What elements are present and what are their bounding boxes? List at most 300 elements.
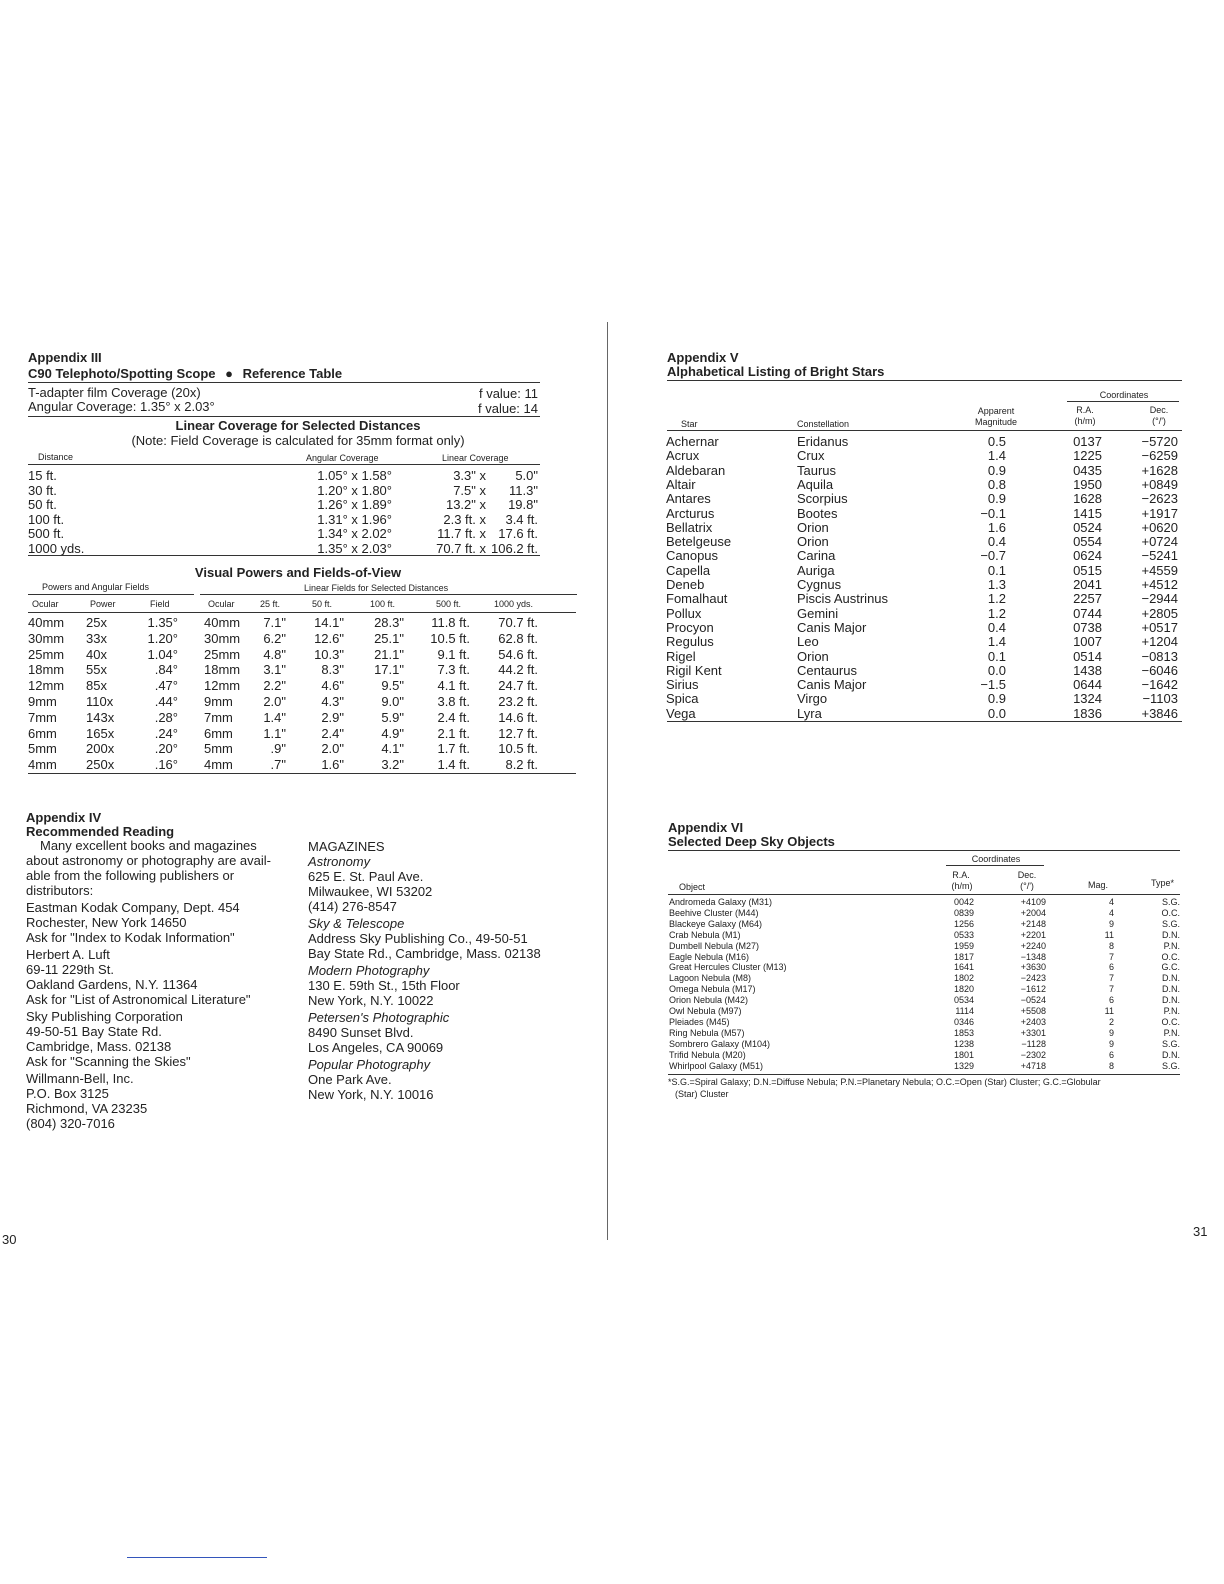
linear-cell: 11.7 ft. x [437,526,486,541]
visual-cell: 5mm [28,741,57,757]
star-cell: 0.9 [987,491,1006,507]
link-underline [127,1557,267,1558]
star-cell: 0554 [1073,534,1102,550]
deep-header-dec1: Dec. [1017,870,1037,880]
star-cell: 0744 [1073,605,1102,621]
coverage-line: T-adapter film Coverage (20x) [28,385,201,400]
deep-cell: 2 [1108,1016,1114,1027]
deep-cell: Pleiades (M45) [669,1016,730,1027]
deep-cell: D.N. [1162,984,1180,995]
star-cell: Canopus [666,548,719,564]
linear-cell: 17.6 ft. [498,526,538,541]
star-cell: Cygnus [797,577,842,592]
visual-cell: 28.3" [374,615,404,630]
divider [28,594,194,595]
star-cell: +0724 [1141,534,1178,550]
visual-cell: 5mm [204,741,233,757]
divider [668,850,1180,851]
deep-coordinates-label: Coordinates [971,854,1021,864]
visual-cell: 1.7 ft. [437,741,470,757]
visual-cell: 40mm [28,615,65,630]
star-cell: 0137 [1073,434,1102,449]
star-cell: 1628 [1073,491,1102,507]
star-cell: Altair [666,476,696,492]
visual-cell: 8.3" [321,662,344,678]
visual-cell: 3.1" [263,662,286,678]
deep-cell: 1641 [953,962,974,973]
visual-cell: 25mm [204,646,241,662]
coverage-fvalue: f value: 11 [478,386,538,401]
visual-cell: 24.7 ft. [498,678,538,694]
deep-cell: 1853 [953,1027,974,1038]
deep-cell: −0524 [1020,995,1046,1006]
star-cell: 0.8 [987,476,1006,492]
visual-cell: 40x [86,646,107,662]
deep-cell: 1959 [953,940,974,951]
divider [28,773,576,774]
visual-cell: 4.1 ft. [437,678,470,694]
star-cell: Virgo [797,691,828,707]
visual-cell: 14.1" [314,615,344,630]
star-cell: Gemini [797,605,839,621]
deep-footnote-line1: *S.G.=Spiral Galaxy; D.N.=Diffuse Nebula; P.N.=Planetary Nebula; O.C.=Open (Star) Cluster; G.C.=Globular [668,1077,1101,1087]
deep-cell: 1256 [953,918,974,929]
linear-header-angular: Angular Coverage [306,453,379,463]
page-number-left: 30 [2,1232,17,1247]
appendix3-title-part1: C90 Telephoto/Spotting Scope [28,366,216,381]
star-cell: Regulus [666,634,714,650]
linear-header-distance: Distance [38,452,74,462]
star-cell: 0514 [1073,648,1102,664]
magazine-line: New York, N.Y. 10022 [308,993,434,1008]
star-cell: 0.9 [987,462,1006,478]
star-cell: Crux [797,448,825,464]
deep-cell: 7 [1108,973,1114,984]
star-cell: Pollux [666,605,702,621]
visual-cell: 7.1" [263,615,286,630]
deep-cell: 0533 [953,929,974,940]
star-cell: −2623 [1141,491,1178,507]
star-cell: Eridanus [797,434,849,449]
publisher-line: Ask for "Scanning the Skies" [26,1054,191,1069]
star-cell: Leo [797,634,819,650]
page-gutter [607,322,608,1240]
visual-cell: 2.0" [321,741,344,757]
visual-cell: 21.1" [374,646,404,662]
visual-cell: 165x [86,725,115,741]
star-cell: +2805 [1141,605,1178,621]
star-cell: 0515 [1073,562,1102,578]
visual-cell: 9mm [28,694,57,709]
deep-cell: +2240 [1020,940,1046,951]
star-cell: +1204 [1141,634,1178,650]
star-cell: Scorpius [797,491,848,507]
deep-cell: 9 [1108,918,1114,929]
divider [946,865,1044,866]
star-cell: Orion [797,534,829,550]
visual-cell: 2.4" [321,725,344,741]
visual-cell: 4mm [28,757,57,773]
deep-cell: Crab Nebula (M1) [669,929,741,940]
appendix4-title: Recommended Reading [26,824,175,839]
deep-cell: 11 [1104,929,1114,940]
star-cell: Bootes [797,505,838,521]
star-cell: Canis Major [797,677,867,693]
linear-cell: 5.0" [515,468,538,483]
star-cell: 1007 [1073,634,1102,650]
visual-header-cell: 50 ft. [312,599,333,609]
star-cell: Capella [666,562,711,578]
star-cell: 1415 [1073,505,1102,521]
star-cell: −1.5 [980,677,1006,693]
publisher-line: Richmond, VA 23235 [26,1101,148,1116]
magazine-line: One Park Ave. [308,1072,392,1087]
visual-heading: Visual Powers and Fields-of-View [194,565,402,580]
magazine-line: Address Sky Publishing Co., 49-50-51 [308,931,528,946]
star-cell: Arcturus [666,505,715,521]
publisher-line: Ask for "List of Astronomical Literature" [26,992,251,1007]
visual-cell: 250x [86,757,115,773]
powers-group-label: Powers and Angular Fields [42,582,150,592]
deep-cell: 1238 [953,1038,974,1049]
magazine-name: Sky & Telescope [308,916,405,931]
linear-cell: 1.26° x 1.89° [317,497,392,512]
bullet-icon: ● [225,366,234,381]
stars-coordinates-label: Coordinates [1099,390,1149,400]
stars-header-dec1: Dec. [1149,405,1169,415]
visual-cell: .9" [270,741,286,757]
deep-cell: 6 [1108,1049,1114,1060]
visual-cell: 1.4" [263,709,286,725]
visual-cell: 30mm [204,630,241,646]
star-cell: −0.1 [980,505,1006,521]
magazine-line: Los Angeles, CA 90069 [308,1040,444,1055]
visual-header-cell: 100 ft. [370,599,396,609]
linear-cell: 2.3 ft. x [443,511,486,527]
deep-cell: O.C. [1161,907,1180,918]
visual-cell: 5.9" [381,709,404,725]
deep-cell: 1802 [953,973,974,984]
star-cell: Spica [666,691,699,707]
magazine-line: (414) 276-8547 [308,899,397,914]
linear-header-linear: Linear Coverage [442,453,509,463]
divider [28,464,540,465]
stars-header-ra1: R.A. [1076,405,1094,415]
angular-line: Angular Coverage: 1.35° x 2.03° [28,399,215,414]
deep-cell: D.N. [1162,929,1180,940]
appendix6-title: Selected Deep Sky Objects [668,834,835,849]
visual-cell: 2.2" [263,678,286,694]
visual-cell: 7mm [204,709,233,725]
publisher-line: Herbert A. Luft [26,947,110,962]
publisher-line: 49-50-51 Bay State Rd. [26,1024,162,1039]
publisher-line: Eastman Kodak Company, Dept. 454 [26,900,240,915]
deep-cell: −2302 [1020,1049,1046,1060]
stars-header-ra2: (h/m) [1074,416,1096,426]
magazine-name: Astronomy [308,854,371,869]
star-cell: 0.0 [987,662,1006,678]
divider [28,382,540,383]
linear-cell: 100 ft. [28,511,65,527]
divider [668,894,1180,895]
appendix3-label: Appendix III [28,350,102,365]
deep-cell: +4109 [1020,897,1046,907]
publisher-line: Oakland Gardens, N.Y. 11364 [26,977,198,992]
magazine-name: Petersen's Photographic [308,1010,450,1025]
deep-cell: Great Hercules Cluster (M13) [669,962,787,973]
deep-cell: Lagoon Nebula (M8) [669,973,752,984]
publisher-line: Ask for "Index to Kodak Information" [26,930,235,945]
deep-cell: Orion Nebula (M42) [669,995,749,1006]
star-cell: Centaurus [797,662,857,678]
deep-cell: Andromeda Galaxy (M31) [669,897,773,907]
star-cell: −5720 [1141,434,1178,449]
linear-cell: 11.3" [509,482,538,498]
star-cell: 0624 [1073,548,1102,564]
visual-cell: 18mm [204,662,241,678]
star-cell: −6046 [1141,662,1178,678]
deep-header-dec2: (°/') [1020,881,1034,891]
deep-cell: −2423 [1020,973,1046,984]
star-cell: 1.2 [987,605,1006,621]
visual-cell: 4.6" [321,678,344,694]
star-cell: Aquila [797,476,834,492]
deep-cell: +3630 [1020,962,1046,973]
deep-cell: +2148 [1020,918,1046,929]
reading-intro-line: able from the following publishers or [26,868,235,883]
linear-cell: 3.4 ft. [505,511,538,527]
star-cell: 1950 [1073,476,1102,492]
visual-header-cell: Power [90,599,116,609]
star-cell: 0524 [1073,519,1102,535]
star-cell: −5241 [1141,548,1178,564]
visual-cell: 1.4 ft. [437,757,470,773]
visual-cell: 44.2 ft. [498,662,538,678]
stars-header-mag1: Apparent [977,406,1015,416]
star-cell: Orion [797,648,829,664]
visual-cell: 10.5 ft. [498,741,538,757]
visual-cell: 4.9" [381,725,404,741]
visual-cell: 12.6" [314,630,344,646]
deep-cell: 4 [1108,897,1114,907]
star-cell: −2944 [1141,591,1178,607]
publisher-line: P.O. Box 3125 [26,1086,109,1101]
visual-header-cell: 1000 yds. [494,599,534,609]
magazine-line: Bay State Rd., Cambridge, Mass. 02138 [308,946,541,961]
deep-cell: D.N. [1162,1049,1180,1060]
visual-cell: .20° [154,741,178,757]
star-cell: 2257 [1073,591,1102,607]
reading-intro-line: Many excellent books and magazines [40,838,257,853]
star-cell: Fomalhaut [666,591,728,607]
star-cell: Sirius [666,677,699,693]
appendix5-label: Appendix V [667,350,739,365]
visual-cell: 1.04° [147,646,178,662]
star-cell: +1628 [1141,462,1178,478]
linear-cell: 1000 yds. [28,540,85,556]
linear-cell: 1.35° x 2.03° [317,540,392,556]
visual-cell: 55x [86,662,107,678]
appendix3-title-part2: Reference Table [242,366,343,381]
star-cell: −1642 [1141,677,1178,693]
visual-cell: 2.9" [321,709,344,725]
star-cell: 0.4 [987,619,1006,635]
visual-cell: 40mm [204,615,241,630]
deep-cell: +2004 [1020,907,1046,918]
deep-cell: Dumbell Nebula (M27) [669,940,760,951]
linear-cell: 13.2" x [445,497,486,512]
linear-heading: Linear Coverage for Selected Distances [175,418,421,433]
deep-cell: +5508 [1020,1006,1046,1016]
star-cell: 1.6 [987,519,1006,535]
star-cell: −6259 [1141,448,1178,464]
divider [667,721,1182,722]
deep-cell: 1114 [955,1006,974,1016]
magazine-name: Modern Photography [308,963,430,978]
star-cell: Procyon [666,619,714,635]
star-cell: Achernar [666,434,719,449]
deep-cell: P.N. [1163,1006,1180,1016]
deep-cell: +2201 [1020,929,1046,940]
star-cell: 1.2 [987,591,1006,607]
visual-cell: 30mm [28,630,65,646]
deep-cell: Omega Nebula (M17) [669,984,756,995]
deep-cell: −1612 [1020,984,1046,995]
magazine-line: 625 E. St. Paul Ave. [308,869,424,884]
star-cell: +0620 [1141,519,1178,535]
stars-header-mag2: Magnitude [974,417,1018,427]
reading-intro-line: distributors: [26,883,94,898]
divider [667,380,1182,381]
visual-cell: 10.3" [314,646,344,662]
visual-cell: 200x [86,741,115,757]
appendix6-label: Appendix VI [668,820,744,835]
visual-cell: 4mm [204,757,233,773]
deep-cell: S.G. [1161,1060,1180,1071]
linear-cell: 15 ft. [28,468,57,483]
reading-magazines [308,839,541,1102]
star-cell: 0.9 [987,691,1006,707]
star-cell: −0.7 [980,548,1006,564]
star-cell: Auriga [797,562,835,578]
visual-cell: 4.1" [381,741,404,757]
star-cell: Rigel [666,648,696,664]
deep-cell: 11 [1104,1006,1114,1016]
deep-cell: +3301 [1020,1027,1046,1038]
visual-cell: 18mm [28,662,65,678]
star-cell: 1324 [1073,691,1102,707]
visual-header-cell: Ocular [208,599,235,609]
visual-cell: 3.2" [381,757,404,773]
visual-cell: 9.1 ft. [437,646,470,662]
deep-header-ra1: R.A. [952,870,970,880]
divider [200,594,577,595]
deep-cell: Ring Nebula (M57) [669,1027,745,1038]
visual-cell: .28° [154,709,178,725]
star-cell: −0813 [1141,648,1178,664]
visual-header-cell: 25 ft. [260,599,281,609]
visual-cell: 1.20° [147,630,178,646]
star-cell: +1917 [1141,505,1178,521]
visual-cell: 85x [86,678,107,694]
deep-cell: 8 [1108,1060,1114,1071]
star-cell: 1.4 [987,448,1006,464]
linear-fields-group-label: Linear Fields for Selected Distances [304,583,449,593]
star-cell: Taurus [797,462,837,478]
star-cell: 1836 [1073,705,1102,721]
visual-cell: 25x [86,615,107,630]
visual-cell: 2.0" [263,694,286,709]
stars-header-star: Star [681,419,698,429]
deep-cell: S.G. [1161,897,1180,907]
visual-cell: 9.5" [381,678,404,694]
visual-cell: 70.7 ft. [498,615,538,630]
star-cell: 1225 [1073,448,1102,464]
deep-cell: Eagle Nebula (M16) [669,951,750,962]
star-cell: Bellatrix [666,519,713,535]
visual-cell: 9mm [204,694,233,709]
visual-cell: .16° [154,757,178,773]
linear-note: (Note: Field Coverage is calculated for 35mm format only) [131,433,465,448]
reading-publishers [26,838,271,1131]
linear-cell: 7.5" x [453,482,486,498]
star-cell: Aldebaran [666,462,726,478]
deep-cell: Sombrero Galaxy (M104) [669,1038,771,1049]
deep-cell: −1128 [1021,1038,1046,1049]
star-cell: Canis Major [797,619,867,635]
star-cell: 0.5 [987,434,1006,449]
star-cell: +0517 [1141,619,1178,635]
appendix4-label: Appendix IV [26,810,102,825]
publisher-line: Cambridge, Mass. 02138 [26,1039,172,1054]
deep-cell: Trifid Nebula (M20) [669,1049,746,1060]
star-cell: +0849 [1141,476,1178,492]
visual-cell: 62.8 ft. [498,630,538,646]
publisher-line: (804) 320-7016 [26,1116,115,1131]
linear-cell: 70.7 ft. x [436,540,486,556]
deep-cell: +4718 [1020,1060,1046,1071]
visual-cell: 10.5 ft. [430,630,470,646]
visual-cell: 25mm [28,646,65,662]
visual-cell: 1.6" [321,757,344,773]
visual-cell: 1.35° [147,615,178,630]
star-cell: 0.0 [987,705,1006,721]
star-cell: Deneb [666,577,705,592]
appendix5-title: Alphabetical Listing of Bright Stars [667,364,885,379]
deep-cell: 6 [1108,995,1114,1006]
magazine-name: Popular Photography [308,1057,431,1072]
deep-cell: 1817 [953,951,974,962]
visual-cell: .84° [154,662,178,678]
deep-cell: 0042 [953,897,974,907]
publisher-line: Rochester, New York 14650 [26,915,187,930]
star-cell: 1.4 [987,634,1006,650]
visual-header-cell: Field [150,599,170,609]
star-cell: 0.4 [987,534,1006,550]
star-cell: 0644 [1073,677,1102,693]
deep-cell: S.G. [1161,1038,1180,1049]
star-cell: 0738 [1073,619,1102,635]
linear-cell: 19.8" [508,497,538,512]
deep-cell: P.N. [1163,1027,1180,1038]
visual-cell: 6mm [204,725,233,741]
divider [667,430,1182,431]
deep-cell: P.N. [1163,940,1180,951]
deep-cell: G.C. [1161,962,1180,973]
visual-cell: 14.6 ft. [498,709,538,725]
deep-header-mag: Mag. [1088,880,1109,890]
visual-cell: 4.8" [263,646,286,662]
